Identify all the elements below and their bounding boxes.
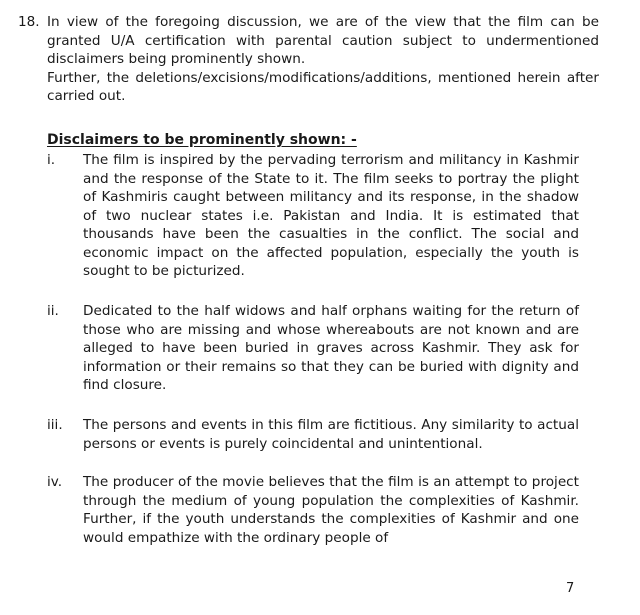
item-numeral: iv.: [47, 474, 63, 490]
paragraph-line: In view of the foregoing discussion, we are of the view that the film can be granted U/A certification with parental caution subject to undermentioned disclaimers being prominently shown.: [47, 14, 599, 67]
disclaimers-heading: Disclaimers to be prominently shown: -: [47, 132, 357, 148]
page-number: 7: [566, 581, 575, 596]
item-numeral: i.: [47, 152, 56, 168]
paragraph-body: [47, 13, 599, 106]
item-text: The persons and events in this film are fictitious. Any similarity to actual persons or events is purely coincidental and unintentional.: [83, 417, 579, 452]
paragraph-number: 18.: [18, 14, 40, 30]
item-numeral: iii.: [47, 417, 63, 433]
paragraph-line: Further, the deletions/excisions/modifications/additions, mentioned herein after carried out.: [47, 69, 599, 104]
item-numeral: ii.: [47, 303, 59, 319]
item-text: The film is inspired by the pervading terrorism and militancy in Kashmir and the response of the State to it. The film seeks to portray the plight of Kashmiris caught between militancy and its response, in the shadow of two nuclear states i.e. Pakistan and India. It is estimated that thousands have been the casualties in the conflict. The social and economic impact on the affected population, especially the youth is sought to be picturized.: [83, 152, 579, 279]
item-text: Dedicated to the half widows and half orphans waiting for the return of those who are missing and whose whereabouts are not known and are alleged to have been buried in graves across Kashmir. They ask for information or their remains so that they can be buried with dignity and find closure.: [83, 303, 579, 393]
item-text: The producer of the movie believes that the film is an attempt to project through the medium of young population the complexities of Kashmir. Further, if the youth understands the complexities of Kashmir and one would empathize with the ordinary people of: [83, 474, 579, 546]
